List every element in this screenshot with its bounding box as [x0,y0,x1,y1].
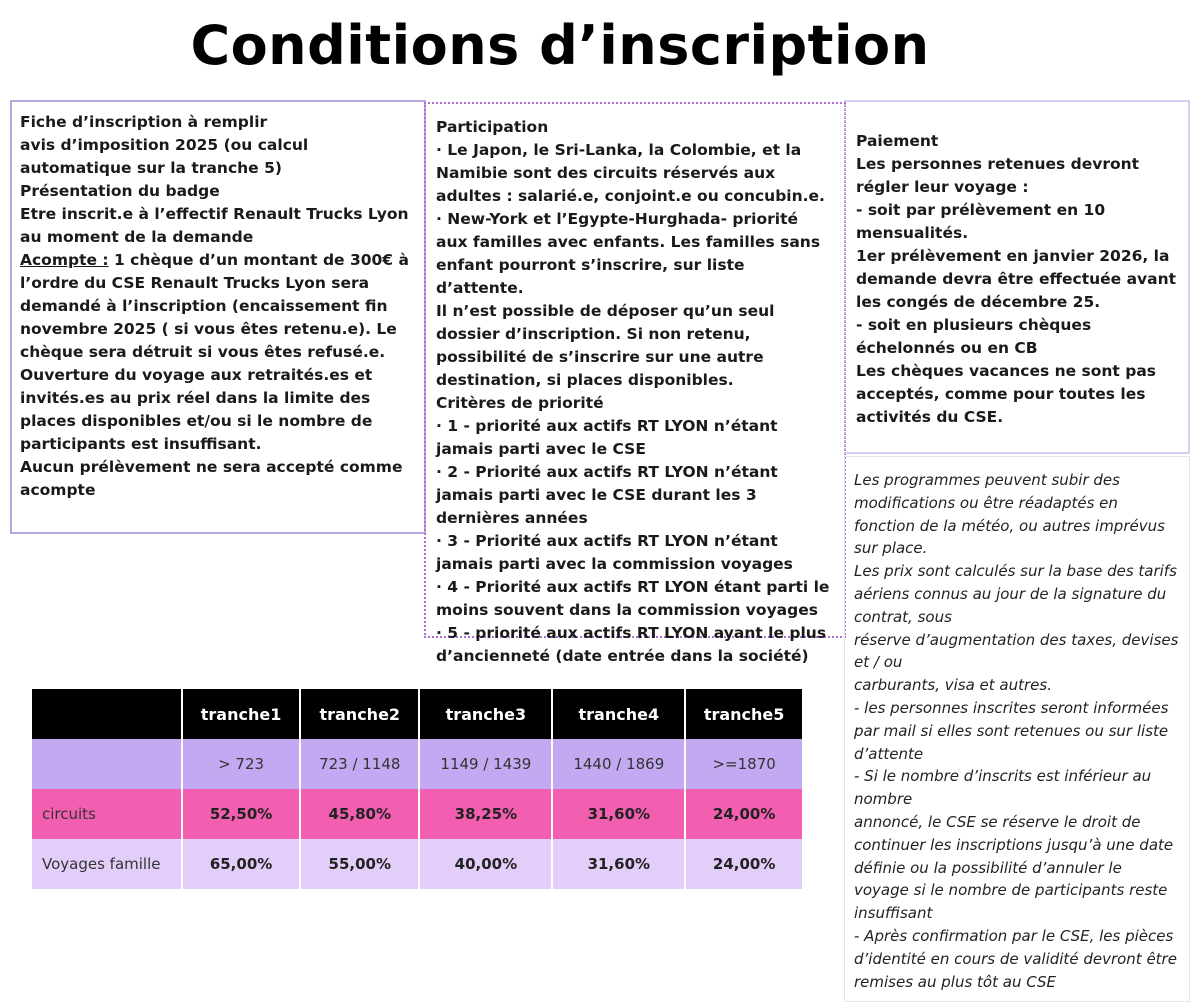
table-row-circuits [32,789,802,839]
criteria-heading: Critères de priorité [436,394,604,412]
table-cell: 38,25% [419,789,552,839]
acompte-paragraph [20,249,416,364]
inscription-line: Etre inscrit.e à l’effectif Renault Trucks Lyon au moment de la demande [20,205,409,246]
participation-heading: Participation [436,118,549,136]
table-cell: > 723 [182,739,300,789]
criteria-item: · 4 - Priorité aux actifs RT LYON étant parti le moins souvent dans la commission voyages [436,578,830,619]
table-cell: circuits [32,789,182,839]
table-cell: 1149 / 1439 [419,739,552,789]
table-cell: 24,00% [685,839,802,889]
table-header-row [32,689,802,739]
notes-box [844,456,1190,1002]
table-cell: 1440 / 1869 [552,739,685,789]
criteria-item: · 5 - priorité aux actifs RT LYON ayant le plus d’ancienneté (date entrée dans la société) [436,624,827,665]
participation-paragraph: · New-York et l’Egypte-Hurghada- priorité aux familles avec enfants. Les familles sans enfant pourront s’inscrire, sur liste d’attente. [436,210,821,297]
note-line: carburants, visa et autres. [854,676,1052,695]
participation-paragraph: · Le Japon, le Sri-Lanka, la Colombie, et la Namibie sont des circuits réservés aux adultes : salarié.e, conjoint.e ou concubin.e. [436,141,825,205]
table-cell: 55,00% [300,839,419,889]
paiement-line: - soit en plusieurs chèques échelonnés ou en CB [856,316,1092,357]
table-header-cell: tranche5 [685,689,802,739]
note-line: Les prix sont calculés sur la base des tarifs aériens connus au jour de la signature du contrat, sous [854,562,1177,626]
ouverture-paragraph: Ouverture du voyage aux retraités.es et invités.es au prix réel dans la limite des places disponibles et/ou si le nombre de participants est insuffisant. [20,366,373,453]
table-cell: >=1870 [685,739,802,789]
table-row-bands [32,739,802,789]
inscription-line: Fiche d’inscription à remplir [20,113,268,131]
participation-paragraph: Il n’est possible de déposer qu’un seul dossier d’inscription. Si non retenu, possibilité de s’inscrire sur une autre destination, si places disponibles. [436,302,775,389]
table-row-famille [32,839,802,889]
table-cell: 40,00% [419,839,552,889]
participation-box [424,102,846,665]
page-title: Conditions d’inscription [190,14,930,77]
note-line: réserve d’augmentation des taxes, devises et / ou [854,630,1179,672]
note-line: - Après confirmation par le CSE, les pièces d’identité en cours de validité devront être remises au plus tôt au CSE [854,926,1177,991]
paiement-line: - soit par prélèvement en 10 mensualités. [856,201,1106,242]
table-cell: 723 / 1148 [300,739,419,789]
table-cell: Voyages famille [32,839,182,889]
paiement-line: 1er prélèvement en janvier 2026, la demande devra être effectuée avant les congés de décembre 25. [856,247,1177,311]
acompte-text: 1 chèque d’un montant de 300€ à l’ordre du CSE Renault Trucks Lyon sera demandé à l’inscription (encaissement fin novembre 2025 ( si vous êtes retenu.e). Le chèque sera détruit si vous êtes refusé.e. [20,251,409,361]
table-cell [32,739,182,789]
table-cell: 65,00% [182,839,300,889]
paiement-box [844,100,1190,454]
table-header-cell: tranche1 [182,689,300,739]
table-cell: 31,60% [552,839,685,889]
paiement-line: Les chèques vacances ne sont pas acceptés, comme pour toutes les activités du CSE. [856,362,1157,426]
inscription-box [10,100,426,534]
acompte-label: Acompte : [20,251,109,269]
paiement-heading: Paiement [856,132,939,150]
note-line: annoncé, le CSE se réserve le droit de continuer les inscriptions jusqu’à une date définie ou la possibilité d’annuler le voyage si le nombre de participants reste insuffisant [854,812,1174,923]
criteria-item: · 1 - priorité aux actifs RT LYON n’étant jamais parti avec le CSE [436,417,778,458]
inscription-line: avis d’imposition 2025 (ou calcul automatique sur la tranche 5) [20,136,309,177]
note-line: - Si le nombre d’inscrits est inférieur au nombre [854,767,1152,809]
criteria-item: · 3 - Priorité aux actifs RT LYON n’étant jamais parti avec la commission voyages [436,532,793,573]
table-cell: 52,50% [182,789,300,839]
table-cell: 24,00% [685,789,802,839]
criteria-item: · 2 - Priorité aux actifs RT LYON n’étant jamais parti avec le CSE durant les 3 dernières années [436,463,778,527]
table-cell: 31,60% [552,789,685,839]
prelevement-paragraph: Aucun prélèvement ne sera accepté comme acompte [20,458,403,499]
paiement-line: Les personnes retenues devront régler leur voyage : [856,155,1140,196]
table-header-cell: tranche4 [552,689,685,739]
inscription-line: Présentation du badge [20,182,220,200]
note-line: Les programmes peuvent subir des modifications ou être réadaptés en fonction de la météo, ou autres imprévus sur place. [854,471,1165,558]
tranche-table [32,689,802,889]
table-header-cell: tranche3 [419,689,552,739]
table-cell: 45,80% [300,789,419,839]
table-header-cell [32,689,182,739]
note-line: - les personnes inscrites seront informées par mail si elles sont retenues ou sur liste d’attente [854,698,1169,763]
table-header-cell: tranche2 [300,689,419,739]
